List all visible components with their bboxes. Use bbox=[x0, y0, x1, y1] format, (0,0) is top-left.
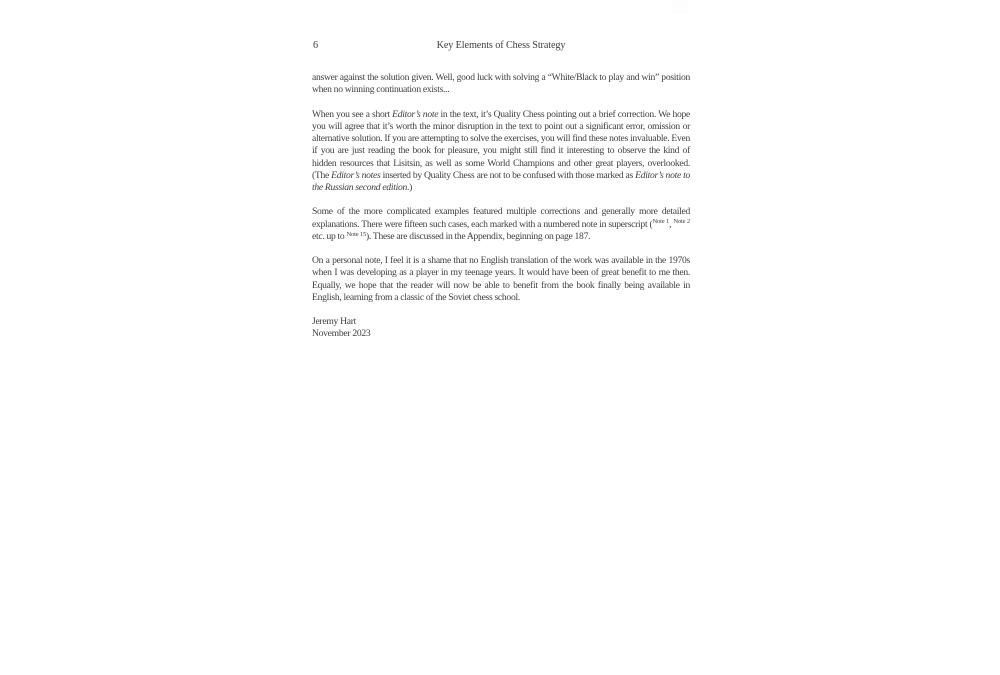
paragraph bbox=[312, 72, 690, 97]
page-number: 6 bbox=[313, 40, 318, 51]
text-segment: in the text, it’s Quality Chess pointing out a brief correction. We hope you will agree that it’s worth the minor disruption in the text to point out a significant error, omission or alternative solution. If you are attempting to solve the exercises, you will find these notes invaluable. Even if you are just reading the book for pleasure, you might still find it interesting to observe the kind of hidden resources that Lisitsin, as well as some World Champions and other great players, overlooked. (The bbox=[312, 108, 690, 181]
text-segment: On a personal note, I feel it is a shame that no English translation of the work was available in the 1970s when I was developing as a player in my teenage years. It would have been of great benefit to me then. Equally, we hope that the reader will now be able to benefit from the book finally being available in English, learning from a classic of the Soviet chess school. bbox=[312, 255, 690, 303]
text-segment: inserted by Quality Chess are not to be confused with those marked as bbox=[380, 169, 636, 181]
text-segment: .) bbox=[407, 182, 413, 193]
paragraph bbox=[312, 255, 690, 304]
text-segment-superscript: Note 15 bbox=[346, 230, 367, 238]
text-segment: etc. up to bbox=[312, 230, 347, 242]
signature-date: November 2023 bbox=[312, 328, 371, 340]
book-page bbox=[312, 40, 690, 341]
text-segment: Some of the more complicated examples featured multiple corrections and generally more detailed explanations. There were fifteen such cases, each marked with a numbered note in superscript ( bbox=[312, 206, 690, 230]
text-segment: , bbox=[669, 218, 674, 230]
text-segment-italic: Editor’s note bbox=[392, 108, 439, 120]
signature-block bbox=[312, 316, 690, 341]
text-segment-italic: Editor’s note to the Russian second edition bbox=[312, 169, 690, 193]
text-segment-superscript: Note 1 bbox=[652, 218, 670, 226]
signature-name: Jeremy Hart bbox=[312, 316, 357, 327]
running-title: Key Elements of Chess Strategy bbox=[436, 40, 566, 51]
preface-text bbox=[312, 72, 690, 304]
text-segment-italic: Editor’s notes bbox=[331, 169, 381, 181]
page-header bbox=[312, 40, 690, 53]
scan-artifact bbox=[672, 0, 688, 14]
paragraph bbox=[312, 206, 690, 243]
text-segment: When you see a short bbox=[312, 108, 393, 120]
paragraph bbox=[312, 109, 690, 195]
text-segment-superscript: Note 2 bbox=[673, 218, 691, 226]
text-segment: ). These are discussed in the Appendix, beginning on page 187. bbox=[366, 230, 591, 242]
text-segment: answer against the solution given. Well, good luck with solving a “White/Black to play and win” position when no winning continuation exists... bbox=[312, 72, 690, 96]
